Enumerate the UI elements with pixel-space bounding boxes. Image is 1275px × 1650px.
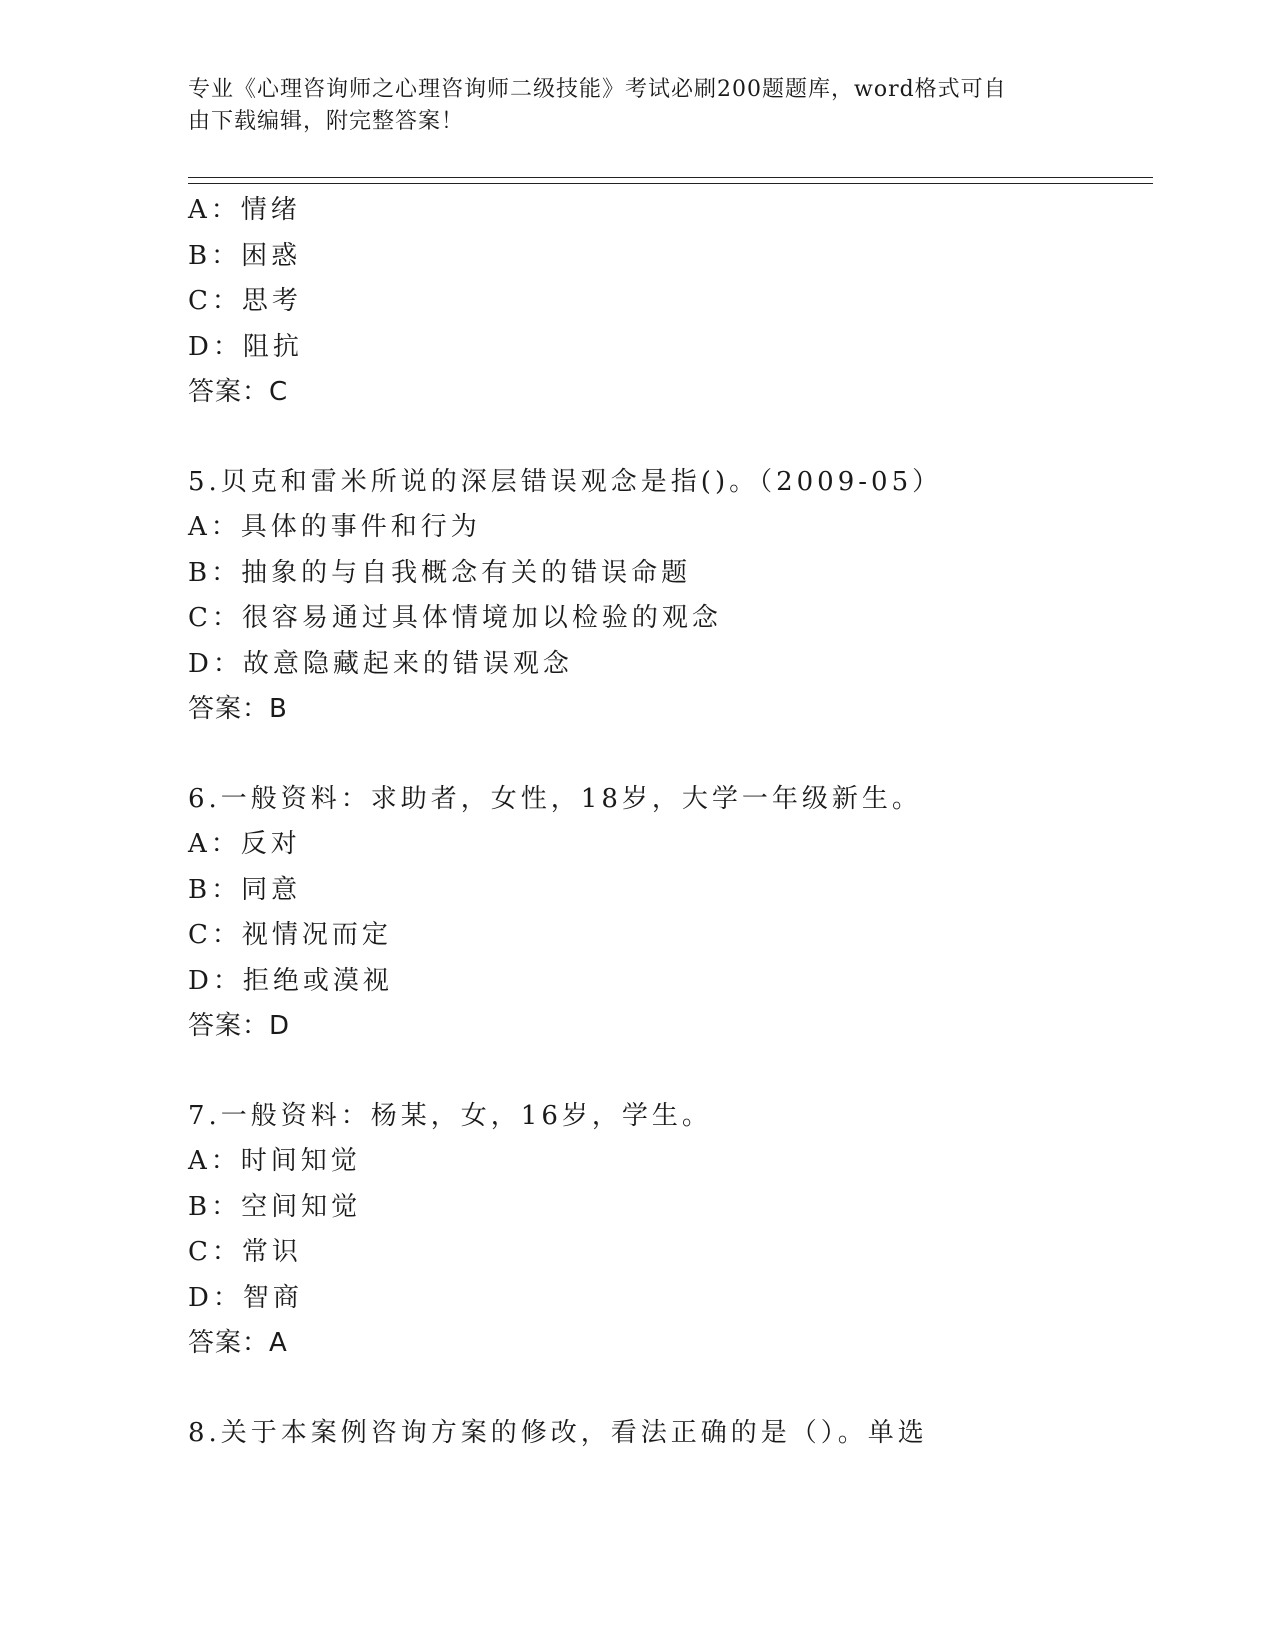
question-list [188, 188, 1148, 1456]
spacer [188, 733, 1148, 777]
spacer [188, 1367, 1148, 1411]
option-b: B：困惑 [188, 240, 302, 271]
option-a: A：反对 [188, 829, 301, 859]
header-divider-top [188, 177, 1153, 178]
header-line-2: 由下载编辑，附完整答案！ [188, 109, 465, 134]
question-block-4 [188, 188, 1148, 416]
question-stem: 5.贝克和雷米所说的深层错误观念是指()。（2009-05） [188, 466, 943, 497]
option-c: C：很容易通过具体情境加以检验的观念 [188, 603, 722, 633]
option-c: C：视情况而定 [188, 920, 392, 950]
answer-line: 答案：C [188, 377, 289, 407]
header-divider-bottom [188, 183, 1153, 184]
answer-line: 答案：A [188, 1328, 288, 1358]
option-d: D：阻抗 [188, 331, 303, 362]
header-line-1: 专业《心理咨询师之心理咨询师二级技能》考试必刷200题题库，word格式可自 [188, 77, 1007, 102]
option-a: A：时间知觉 [188, 1146, 361, 1176]
option-d: D：拒绝或漠视 [188, 965, 393, 996]
answer-line: 答案：B [188, 694, 288, 724]
option-b: B：抽象的与自我概念有关的错误命题 [188, 557, 692, 588]
spacer [188, 1050, 1148, 1094]
option-a: A：情绪 [188, 195, 301, 225]
option-c: C：思考 [188, 286, 302, 316]
option-b: B：同意 [188, 874, 302, 905]
document-header [188, 74, 1068, 138]
option-d: D：故意隐藏起来的错误观念 [188, 648, 573, 679]
question-block-6 [188, 777, 1148, 1050]
question-block-8 [188, 1411, 1148, 1457]
option-b: B：空间知觉 [188, 1191, 362, 1222]
question-block-7 [188, 1094, 1148, 1367]
option-c: C：常识 [188, 1237, 302, 1267]
question-stem: 8.关于本案例咨询方案的修改，看法正确的是（）。单选 [188, 1417, 928, 1448]
option-d: D：智商 [188, 1282, 303, 1313]
option-a: A：具体的事件和行为 [188, 512, 481, 542]
question-stem: 7.一般资料：杨某，女，16岁，学生。 [188, 1100, 712, 1131]
question-block-5 [188, 460, 1148, 733]
spacer [188, 416, 1148, 460]
question-stem: 6.一般资料：求助者，女性，18岁，大学一年级新生。 [188, 783, 922, 814]
answer-line: 答案：D [188, 1011, 291, 1041]
